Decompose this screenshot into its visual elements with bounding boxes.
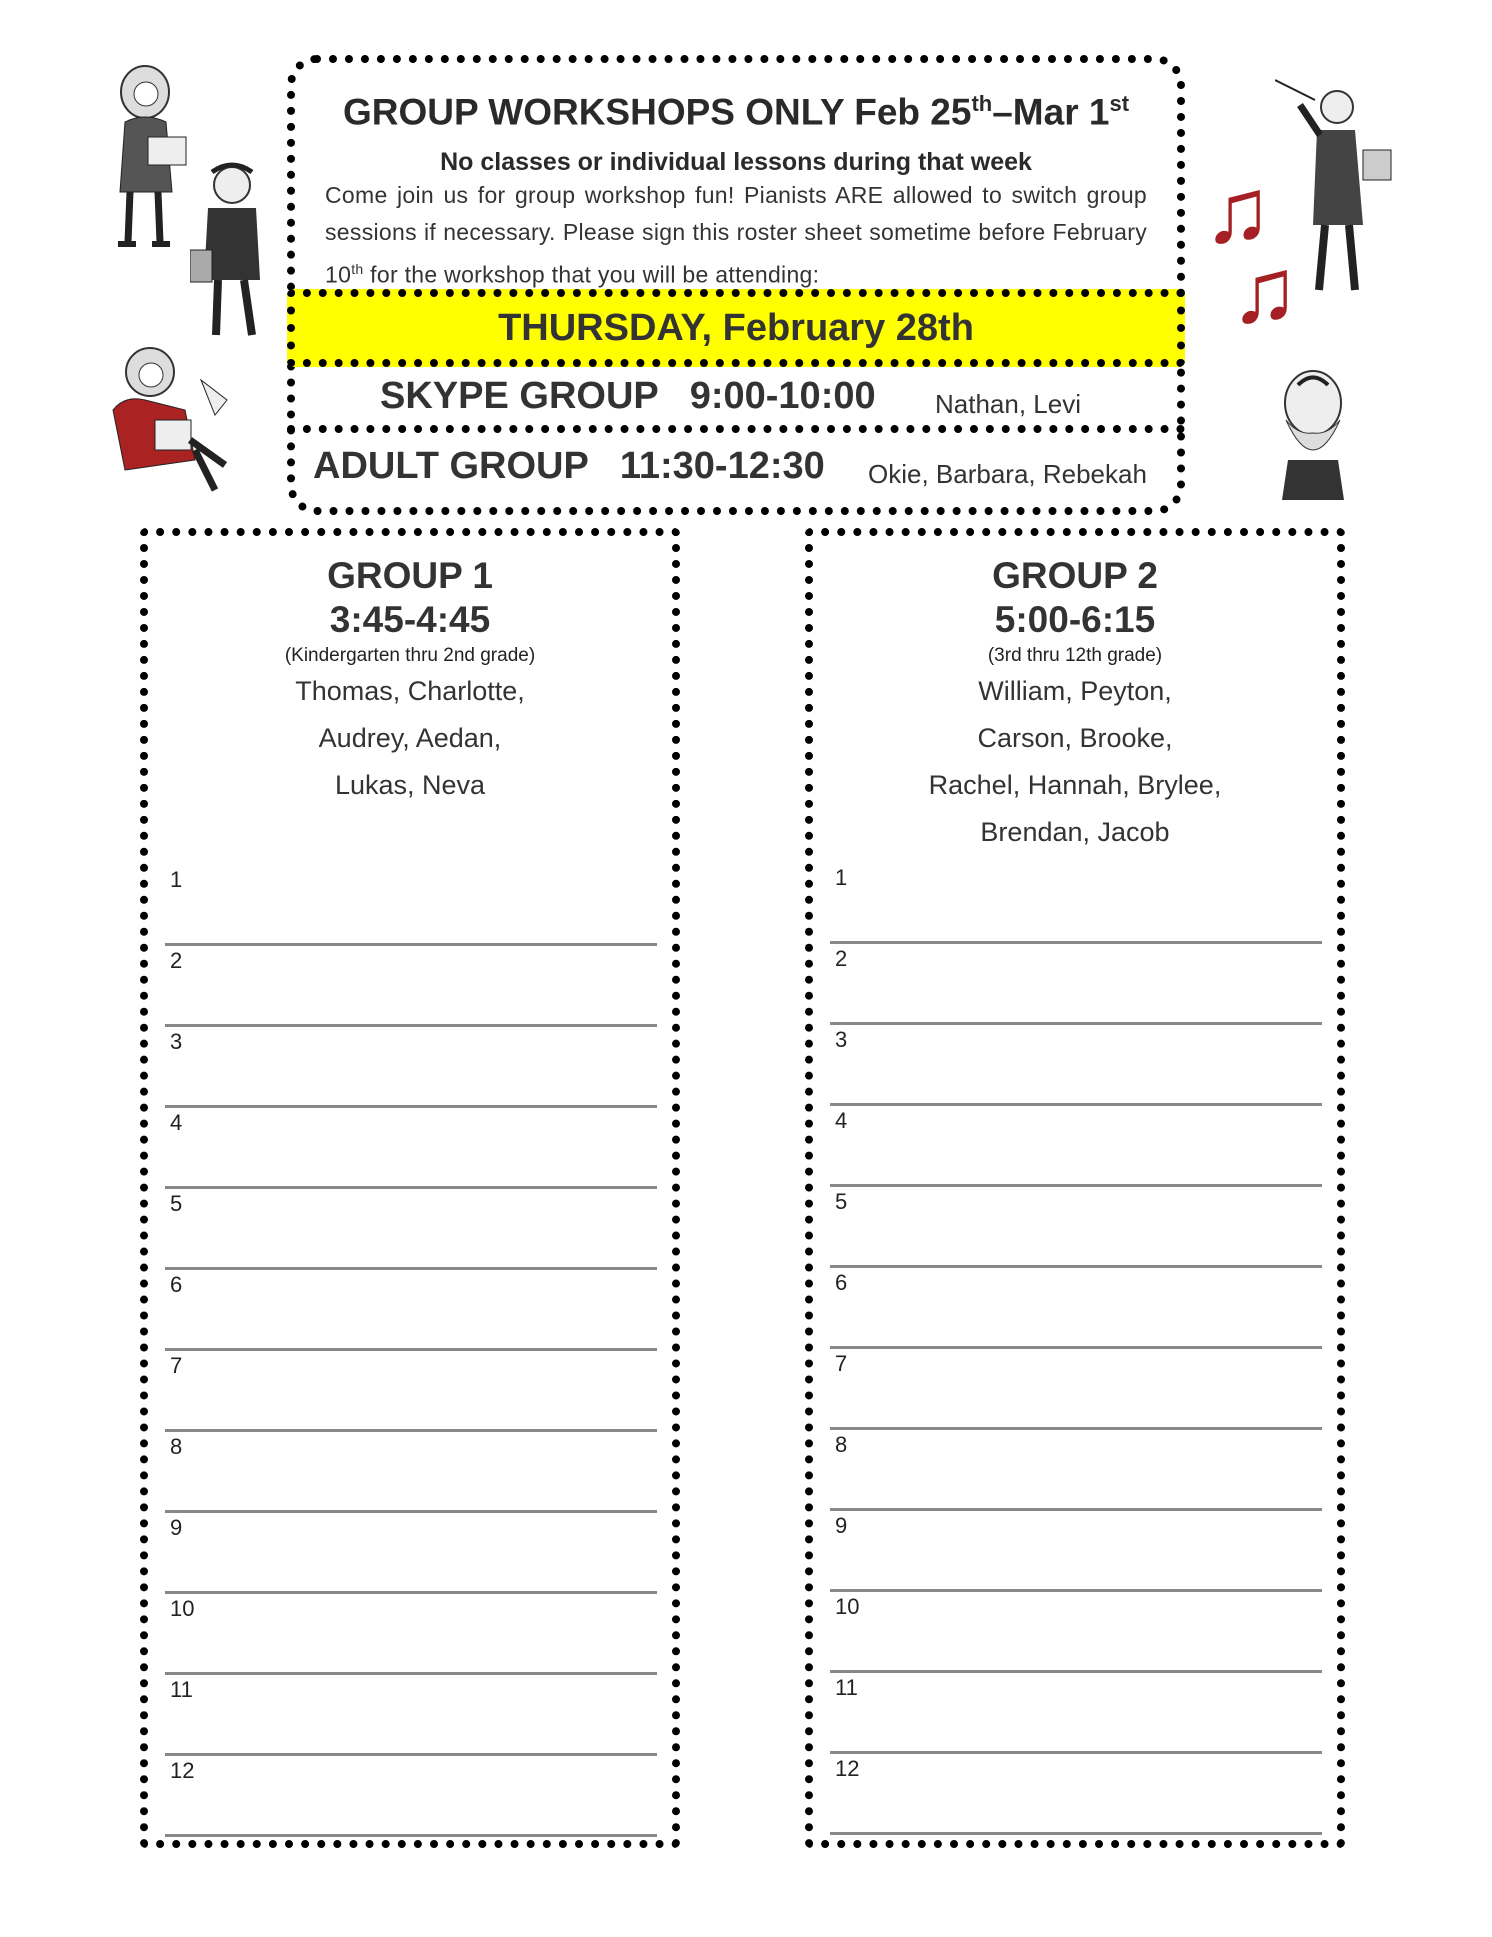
signature-rule: [830, 1832, 1322, 1835]
intro-paragraph: Come join us for group workshop fun! Pianists ARE allowed to switch group sessions if necessary. Please sign this roster sheet sometime before February 10th for the workshop that you will be attending:: [325, 182, 1147, 288]
group-title: GROUP 2: [992, 555, 1158, 596]
bach-sketch-icon: [105, 340, 240, 495]
signup-line[interactable]: [165, 1351, 657, 1432]
line-number: 6: [170, 1272, 183, 1297]
signup-line[interactable]: [165, 1189, 657, 1270]
divider: [287, 425, 1185, 433]
line-number: 1: [835, 865, 848, 890]
signup-line[interactable]: [165, 1675, 657, 1756]
group-names: [148, 668, 672, 809]
line-number: 7: [170, 1353, 183, 1378]
group-time: 5:00-6:15: [994, 599, 1156, 640]
day-label: THURSDAY, February 28th: [498, 307, 974, 349]
signup-line[interactable]: [165, 946, 657, 1027]
line-number: 11: [170, 1677, 193, 1702]
name-line: Brendan, Jacob: [980, 817, 1170, 847]
line-number: 2: [170, 948, 183, 973]
line-number: 9: [170, 1515, 183, 1540]
signup-line[interactable]: [165, 865, 657, 946]
signup-line[interactable]: [165, 1756, 657, 1837]
signup-line[interactable]: [830, 1025, 1322, 1106]
signup-line[interactable]: [165, 1108, 657, 1189]
skype-group-names: Nathan, Levi: [935, 389, 1081, 419]
signup-line[interactable]: [830, 1349, 1322, 1430]
name-line: Lukas, Neva: [334, 770, 486, 800]
signup-line[interactable]: [830, 1187, 1322, 1268]
adult-group-label: ADULT GROUP 11:30-12:30: [313, 445, 825, 487]
line-number: 12: [170, 1758, 195, 1783]
music-note-icon: ♫: [1203, 160, 1272, 262]
line-number: 11: [835, 1675, 858, 1700]
line-number: 8: [170, 1434, 183, 1459]
page-title: GROUP WORKSHOPS ONLY Feb 25th–Mar 1st: [342, 91, 1130, 133]
line-number: 6: [835, 1270, 848, 1295]
signup-line[interactable]: [165, 1027, 657, 1108]
name-line: William, Peyton,: [978, 676, 1172, 706]
signup-line[interactable]: [830, 1430, 1322, 1511]
line-number: 4: [170, 1110, 183, 1135]
line-number: 2: [835, 946, 848, 971]
signup-line[interactable]: [830, 944, 1322, 1025]
handel-sketch-icon: [100, 62, 195, 257]
day-banner: [287, 289, 1185, 367]
page-subtitle: No classes or individual lessons during that week: [440, 148, 1032, 176]
signature-rule: [165, 1834, 657, 1837]
line-number: 5: [170, 1191, 183, 1216]
skype-group-label: SKYPE GROUP 9:00-10:00: [380, 375, 876, 417]
signup-line[interactable]: [830, 1592, 1322, 1673]
group-grade: (Kindergarten thru 2nd grade): [284, 645, 536, 666]
group-title: GROUP 1: [327, 555, 493, 596]
brahms-sketch-icon: [1258, 365, 1368, 505]
group-grade: (3rd thru 12th grade): [987, 645, 1163, 666]
line-number: 3: [835, 1027, 848, 1052]
name-line: Audrey, Aedan,: [318, 723, 502, 753]
line-number: 1: [170, 867, 183, 892]
line-number: 10: [835, 1594, 860, 1619]
group-names: [813, 668, 1337, 856]
signup-line[interactable]: [830, 863, 1322, 944]
signup-line[interactable]: [165, 1594, 657, 1675]
signup-line[interactable]: [830, 1511, 1322, 1592]
music-note-icon: ♫: [1230, 240, 1299, 342]
group-time: 3:45-4:45: [329, 599, 491, 640]
signup-line[interactable]: [165, 1513, 657, 1594]
line-number: 8: [835, 1432, 848, 1457]
name-line: Thomas, Charlotte,: [295, 676, 525, 706]
line-number: 10: [170, 1596, 195, 1621]
line-number: 7: [835, 1351, 848, 1376]
line-number: 3: [170, 1029, 183, 1054]
name-line: Carson, Brooke,: [977, 723, 1173, 753]
line-number: 12: [835, 1756, 860, 1781]
name-line: Rachel, Hannah, Brylee,: [928, 770, 1222, 800]
signup-line[interactable]: [830, 1673, 1322, 1754]
line-number: 9: [835, 1513, 848, 1538]
signup-line[interactable]: [830, 1268, 1322, 1349]
line-number: 4: [835, 1108, 848, 1133]
composer-sketch-icon: [190, 160, 270, 350]
signup-line[interactable]: [165, 1432, 657, 1513]
signup-line[interactable]: [165, 1270, 657, 1351]
line-number: 5: [835, 1189, 848, 1214]
group-2-box: [805, 528, 1345, 1848]
group-1-box: [140, 528, 680, 1848]
adult-group-names: Okie, Barbara, Rebekah: [868, 459, 1147, 489]
signup-line[interactable]: [830, 1754, 1322, 1835]
signup-line[interactable]: [830, 1106, 1322, 1187]
